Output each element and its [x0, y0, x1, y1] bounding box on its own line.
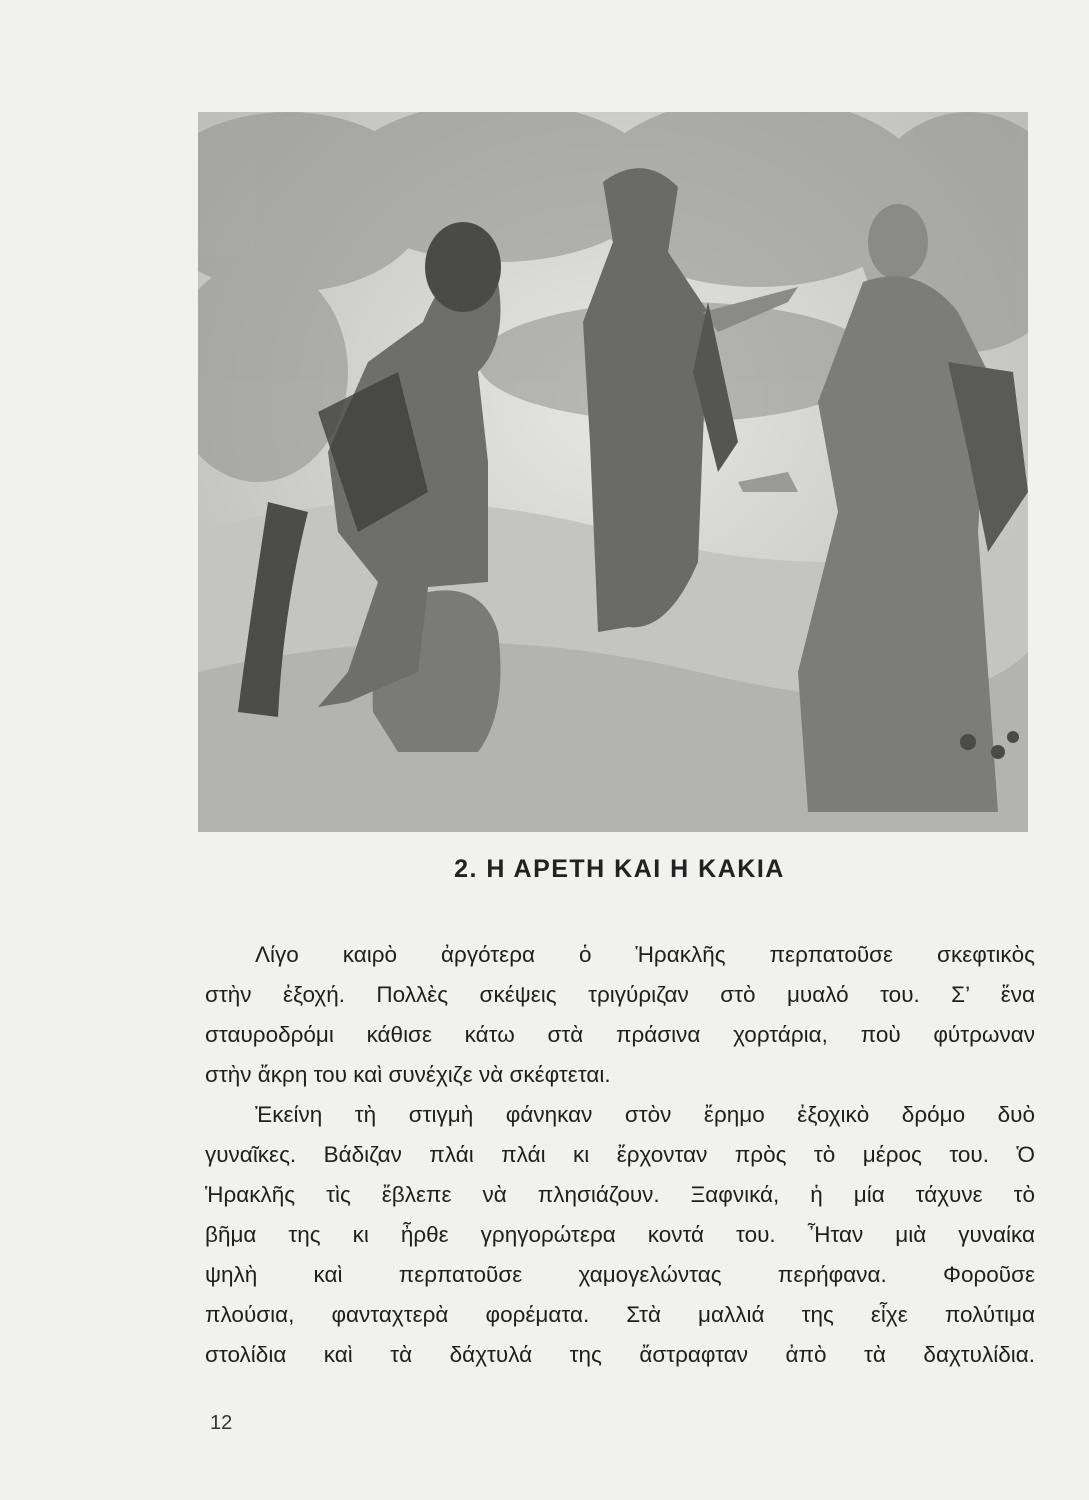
text-line: βῆμα της κι ἦρθε γρηγορώτερα κοντά του. Ἦταν μιὰ γυναίκα: [205, 1222, 1035, 1247]
chapter-title: 2. Η ΑΡΕΤΗ ΚΑΙ Η ΚΑΚΙΑ: [454, 855, 785, 883]
text-line: πλούσια, φανταχτερὰ φορέματα. Στὰ μαλλιά της εἶχε πολύτιμα: [205, 1302, 1035, 1327]
illustration-hercules-virtue-vice: [198, 112, 1028, 832]
text-line: στολίδια καὶ τὰ δάχτυλά της ἄστραφταν ἀπὸ τὰ δαχτυλίδια.: [205, 1342, 1035, 1367]
text-line: γυναῖκες. Βάδιζαν πλάι πλάι κι ἔρχονταν πρὸς τὸ μέρος του. Ὁ: [205, 1142, 1035, 1167]
text-line: Ἡρακλῆς τὶς ἔβλεπε νὰ πλησιάζουν. Ξαφνικά, ἡ μία τάχυνε τὸ: [205, 1182, 1035, 1207]
text-line: στὴν ἄκρη του καὶ συνέχιζε νὰ σκέφτεται.: [205, 1062, 611, 1087]
text-line: Λίγο καιρὸ ἀργότερα ὁ Ἡρακλῆς περπατοῦσε σκεφτικὸς: [255, 942, 1035, 967]
text-line: ψηλὴ καὶ περπατοῦσε χαμογελώντας περήφανα. Φοροῦσε: [205, 1262, 1035, 1287]
page-number: 12: [210, 1412, 233, 1434]
illustration-drawing: [198, 112, 1028, 832]
text-line: στὴν ἐξοχή. Πολλὲς σκέψεις τριγύριζαν στὸ μυαλό του. Σ’ ἕνα: [205, 982, 1035, 1007]
text-line: σταυροδρόμι κάθισε κάτω στὰ πράσινα χορτάρια, ποὺ φύτρωναν: [205, 1022, 1035, 1047]
body-text: [205, 935, 1035, 1375]
text-line: Ἐκείνη τὴ στιγμὴ φάνηκαν στὸν ἔρημο ἐξοχικὸ δρόμο δυὸ: [255, 1102, 1035, 1127]
